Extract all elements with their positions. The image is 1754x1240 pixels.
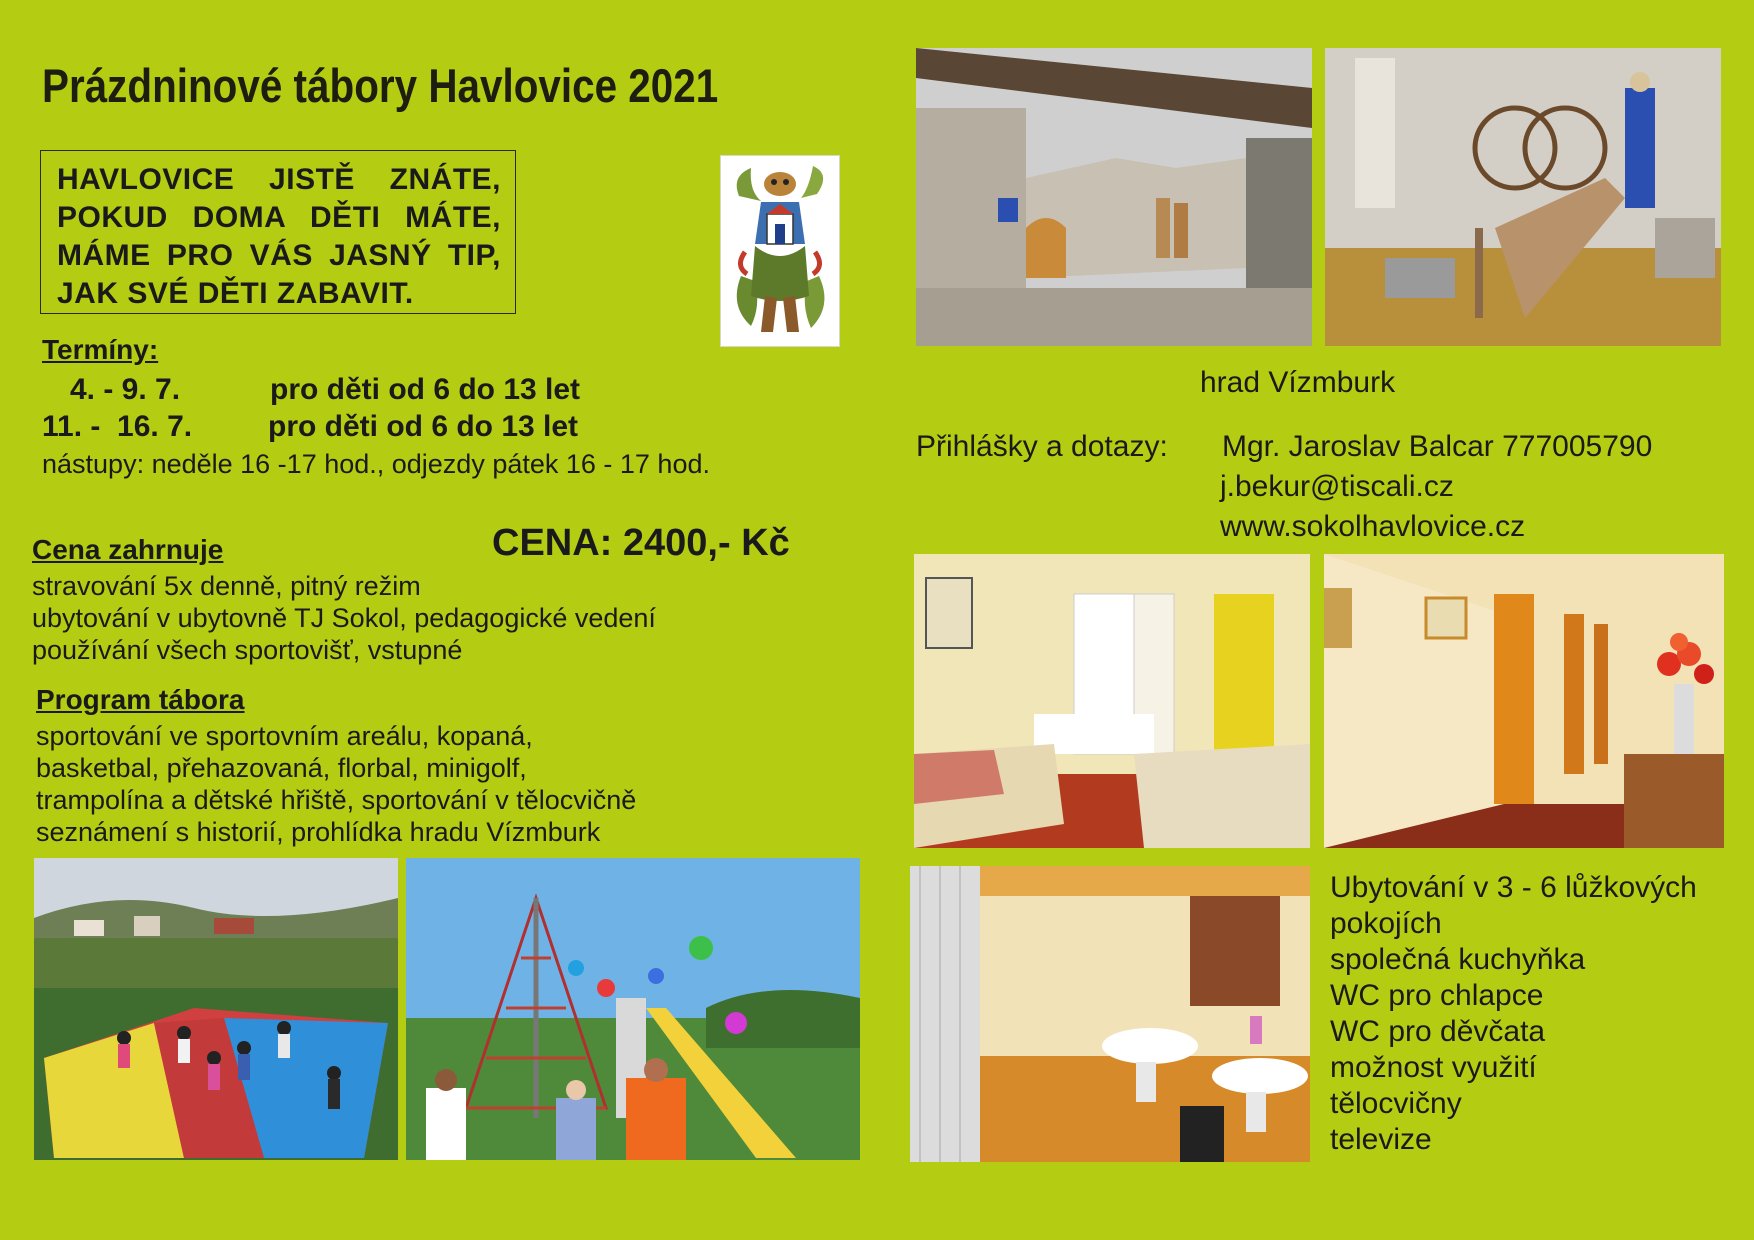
contact-email[interactable]: j.bekur@tiscali.cz: [1220, 470, 1454, 503]
amenity-item: společná kuchyňka: [1330, 943, 1586, 976]
term2-dates: 11. - 16. 7.: [42, 410, 193, 443]
amenity-item: pokojích: [1330, 907, 1442, 940]
trampoline-photo: [34, 858, 398, 1160]
page-title: Prázdninové tábory Havlovice 2021: [42, 59, 719, 112]
havlovice-logo: [720, 155, 840, 347]
program-details: [36, 720, 636, 848]
program-line: trampolína a dětské hřiště, sportování v tělocvičně: [36, 785, 637, 815]
contact-label: Přihlášky a dotazy:: [916, 430, 1168, 463]
contact-name: Mgr. Jaroslav Balcar 777005790: [1222, 430, 1653, 463]
castle-photo: [916, 48, 1312, 346]
amenity-item: WC pro chlapce: [1330, 979, 1544, 1012]
price-line: stravování 5x denně, pitný režim: [32, 571, 421, 601]
term2-desc: pro děti od 6 do 13 let: [268, 410, 579, 443]
term1-desc: pro děti od 6 do 13 let: [270, 373, 581, 406]
amenity-item: Ubytování v 3 - 6 lůžkových: [1330, 871, 1697, 904]
program-line: basketbal, přehazovaná, florbal, minigolf,: [36, 753, 527, 783]
castle-interior-photo: [1325, 48, 1721, 346]
term1-dates: 4. - 9. 7.: [70, 373, 181, 406]
contact-website[interactable]: www.sokolhavlovice.cz: [1220, 510, 1526, 543]
bathroom-photo: [910, 866, 1310, 1162]
amenity-item: tělocvičny: [1330, 1087, 1462, 1120]
program-line: sportování ve sportovním areálu, kopaná,: [36, 721, 533, 751]
price-label: CENA: 2400,- Kč: [492, 522, 790, 564]
slogan-line: HAVLOVICE JISTĚ ZNÁTE,: [57, 163, 501, 196]
program-heading: Program tábora: [36, 684, 245, 715]
playground-photo: [406, 858, 860, 1160]
price-line: ubytování v ubytovně TJ Sokol, pedagogické vedení: [32, 603, 656, 633]
terms-note: nástupy: neděle 16 -17 hod., odjezdy pátek 16 - 17 hod.: [42, 449, 710, 479]
price-details: [32, 570, 656, 666]
slogan-box: [40, 150, 516, 314]
terms-heading: Termíny:: [42, 334, 159, 365]
price-line: používání všech sportovišť, vstupné: [32, 635, 463, 665]
slogan-line: MÁME PRO VÁS JASNÝ TIP,: [57, 239, 501, 272]
slogan-line: POKUD DOMA DĚTI MÁTE,: [57, 201, 501, 234]
hallway-photo: [1324, 554, 1724, 848]
bedroom-photo: [914, 554, 1310, 848]
slogan-line: JAK SVÉ DĚTI ZABAVIT.: [57, 277, 414, 310]
amenity-item: možnost využití: [1330, 1051, 1537, 1084]
amenity-item: televize: [1330, 1123, 1432, 1156]
amenity-item: WC pro děvčata: [1330, 1015, 1546, 1048]
program-line: seznámení s historií, prohlídka hradu Vízmburk: [36, 817, 601, 847]
amenities-list: [1330, 870, 1697, 1158]
castle-caption: hrad Vízmburk: [1200, 366, 1396, 399]
price-heading: Cena zahrnuje: [32, 534, 224, 565]
